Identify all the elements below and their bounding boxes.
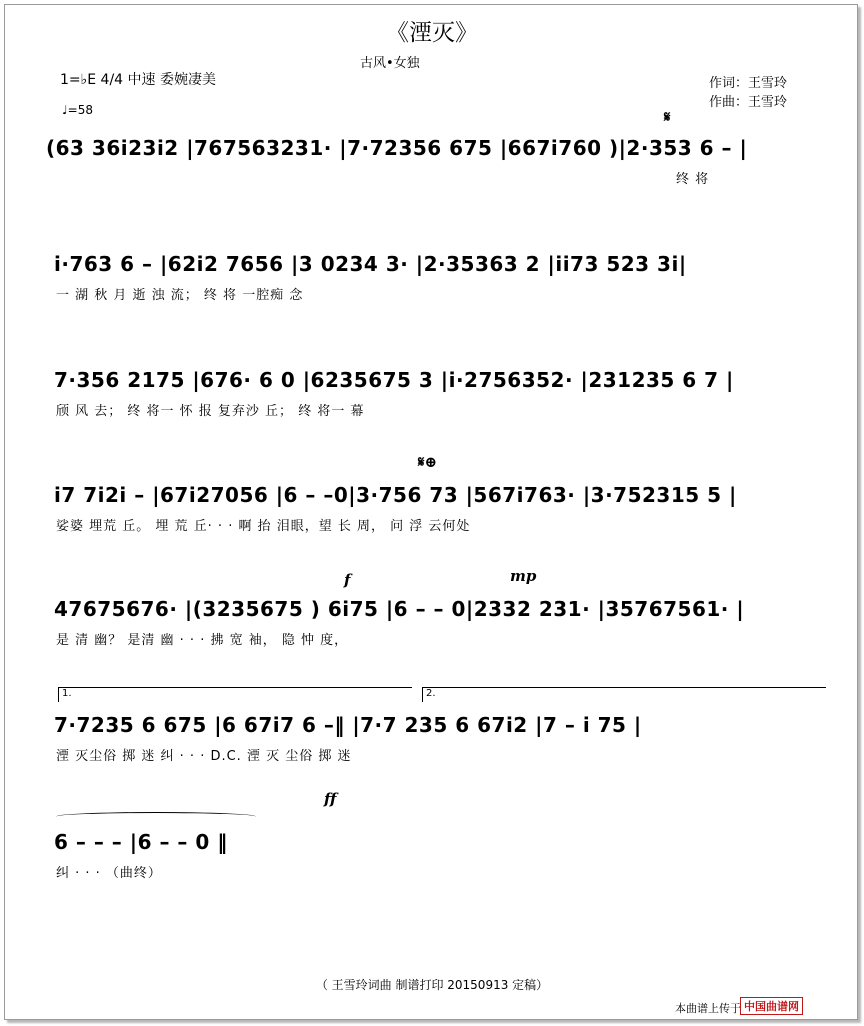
staff-lyrics: 是 清 幽？ 是清 幽 · · · 拂 宽 袖， 隐 忡 度， — [56, 633, 349, 648]
staff-notes: i7 7i2i – |67i27056 |6 – –0|3·756 73 |567i763· |3·752315 5 | — [54, 483, 737, 507]
staff-notes: (63 36i23i2 |767563231· |7·72356 675 |667i760 )|2·353 6 – | — [46, 136, 748, 160]
uploader-text: 本曲谱上传于 — [675, 1002, 741, 1015]
second-ending-bracket: 2. — [422, 687, 826, 702]
staff-row-4 — [0, 453, 864, 603]
composer-credit: 作曲：王雪玲 — [709, 95, 788, 110]
staff-lyrics: 湮 灭尘俗 掷 迷 纠 · · · D.C. 湮 灭 尘俗 掷 迷 — [56, 749, 352, 764]
segno-mark: 𝄋 — [664, 108, 671, 126]
song-title: 《湮灭》 — [386, 20, 478, 46]
fortissimo-mark: ff — [324, 790, 337, 808]
staff-notes: 7·7235 6 675 |6 67i7 6 –‖ |7·7 235 6 67i2 |7 – i 75 | — [54, 713, 642, 737]
tempo-marking: ♩=58 — [62, 103, 93, 117]
song-subtitle: 古风•女独 — [360, 56, 420, 71]
staff-notes: 7·356 2175 |676· 6 0 |6235675 3 |i·2756352· |231235 6 7 | — [54, 368, 734, 392]
staff-lyrics: 娑婆 埋荒 丘。 埋 荒 丘· · · 啊 抬 泪眼，望 长 周， 问 浮 云何处 — [56, 519, 471, 534]
staff-lyrics: 终 将 — [676, 172, 710, 187]
lyricist-credit: 作词：王雪玲 — [709, 76, 788, 91]
forte-mark: f — [344, 571, 351, 589]
staff-row-7 — [0, 790, 864, 950]
staff-row-2 — [0, 252, 864, 372]
first-ending-bracket: 1. — [58, 687, 412, 702]
staff-lyrics: 颀 风 去； 终 将一 怀 报 复弃沙 丘； 终 将一 幕 — [56, 404, 365, 419]
staff-notes: 47675676· |(3235675 ) 6i75 |6 – – 0|2332 231· |35767561· | — [54, 597, 745, 621]
segno-coda-mark: 𝄋⊕ — [418, 453, 438, 471]
mezzo-piano-mark: mp — [510, 567, 537, 585]
tie-slur — [56, 812, 256, 821]
key-signature: 1=♭E 4/4 中速 委婉凄美 — [60, 72, 216, 88]
staff-notes: 6 – – – |6 – – 0 ‖ — [54, 830, 228, 854]
staff-notes: i·763 6 – |62i2 7656 |3 0234 3· |2·35363 2 |ii73 523 3i| — [54, 252, 687, 276]
staff-lyrics: 纠 · · · （曲终） — [56, 866, 162, 881]
site-logo[interactable]: 中国曲谱网 — [740, 997, 803, 1015]
staff-lyrics: 一 湖 秋 月 逝 浊 流； 终 将 一腔痴 念 — [56, 288, 304, 303]
footer-note: （ 王雪玲词曲 制谱打印 20150913 定稿） — [315, 978, 549, 992]
